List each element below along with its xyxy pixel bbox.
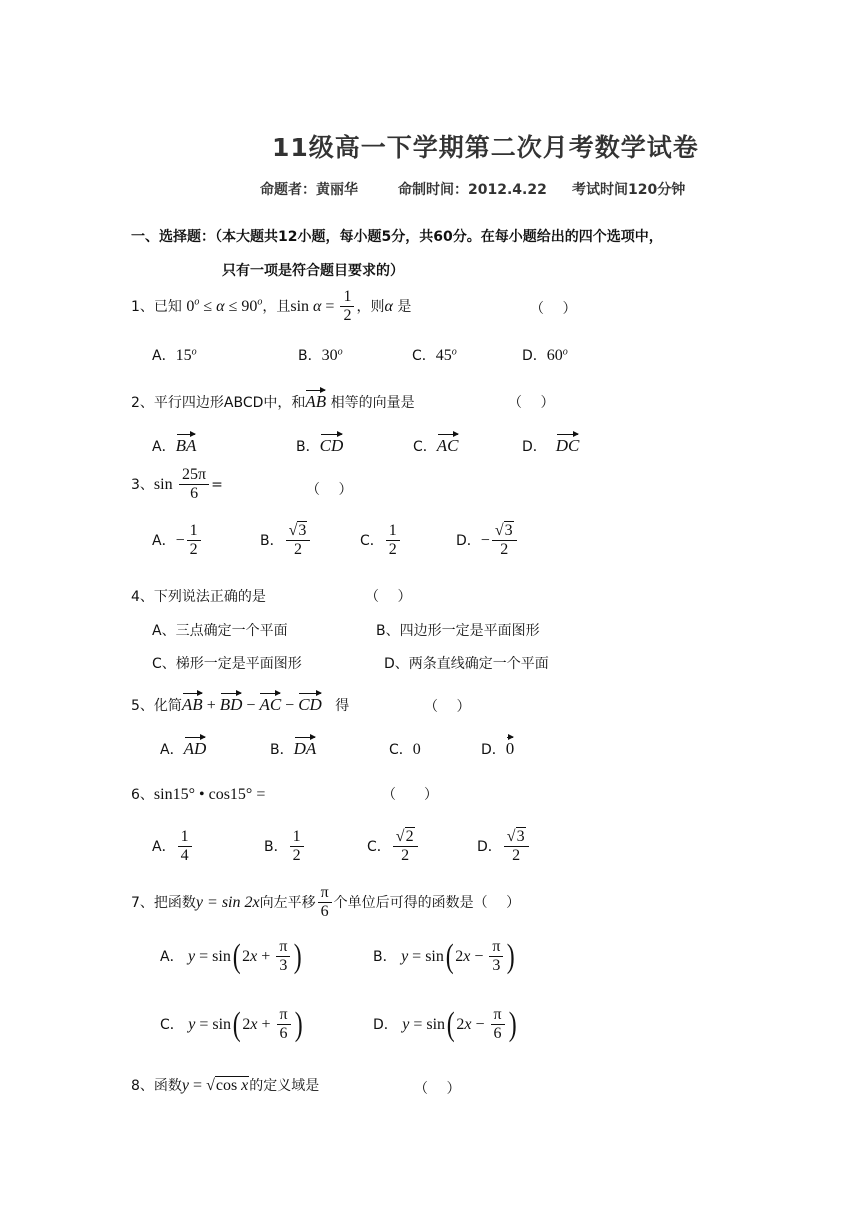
q1-c-label: C． (412, 348, 436, 364)
q8-suffix: 的定义域是 (249, 1078, 320, 1094)
q5-vec-cd: CD (298, 691, 322, 715)
q3-d-label: D． (456, 532, 481, 549)
q5-blank: （ ） (424, 699, 471, 715)
q5-vec-bd: BD (220, 691, 243, 715)
q2-a-value: BA (176, 432, 197, 456)
q5-number: 5、 (131, 698, 154, 714)
q2-option-d (522, 432, 579, 456)
question-8 (131, 1075, 319, 1095)
q6-d-label: D． (477, 838, 502, 855)
section-heading-line2: 只有一项是符合题目要求的） (222, 263, 404, 279)
q5-a-value: AD (184, 735, 207, 759)
q5-d-label: D． (481, 742, 506, 758)
q5-option-d (481, 735, 514, 759)
q2-a-label: A． (152, 439, 176, 455)
q2-prefix: 平行四边形ABCD中，和 (153, 395, 306, 411)
q7-d-label: D． (373, 1016, 398, 1033)
q7-option-d: D． y = sin( 2x − $\frac{\pi}{6}$ ) (373, 1005, 517, 1043)
q4-option-c: C、梯形一定是平面图形 (152, 656, 302, 672)
q2-b-value: CD (320, 432, 344, 456)
q4-option-a: A、三点确定一个平面 (152, 623, 288, 639)
q5-vec-ac: AC (259, 691, 281, 715)
q3-b-label: B． (260, 532, 284, 549)
q1-tail: 是 (397, 298, 412, 315)
q3-func: sin (153, 475, 173, 493)
question-5: 5、化简AB + BD − AC − CD 得 (131, 691, 349, 715)
q7-func: y = sin 2x (195, 893, 260, 911)
q1-b-value: 30 (321, 347, 338, 364)
q3-option-d: D．− $\frac{√3}{2}$ (456, 522, 519, 560)
q1-d-label: D． (522, 348, 547, 364)
duration-label: 考试时间120分钟 (572, 182, 686, 198)
q7-mid: 向左平移 (259, 894, 316, 911)
q2-suffix: 相等的向量是 (330, 395, 415, 411)
q4-text: 下列说法正确的是 (153, 589, 266, 605)
q7-a-label: A． (160, 948, 184, 965)
q8-prefix: 函数 (153, 1078, 182, 1094)
q2-number: 2、 (131, 395, 154, 411)
q2-option-a (152, 432, 196, 456)
q4-option-b: B、四边形一定是平面图形 (376, 623, 540, 639)
q1-option-a: A．15$^o$ (152, 346, 197, 364)
q5-option-a (160, 735, 206, 759)
q5-option-c (389, 739, 421, 759)
q7-option-b: B． y = sin( 2x − $\frac{\pi}{3}$ ) (373, 937, 516, 975)
q2-c-label: C． (413, 439, 437, 455)
q5-c-value: 0 (412, 741, 421, 758)
q1-option-d: D．60$^o$ (522, 346, 568, 364)
q7-option-c: C． y = sin( 2x + $\frac{\pi}{6}$ ) (160, 1005, 303, 1043)
question-4 (131, 586, 266, 606)
q1-sin: sin α = (290, 297, 339, 315)
q3-denominator: 6 (190, 485, 199, 503)
q3-blank: （ ） (306, 482, 353, 498)
question-1 (131, 288, 411, 326)
q3-option-b: B． $\frac{√3}{2}$ (260, 522, 312, 560)
q1-option-c: C．45$^o$ (412, 346, 457, 364)
time-label: 命制时间：2012.4.22 (398, 182, 547, 198)
q6-option-c: C． $\frac{√2}{2}$ (367, 828, 420, 866)
q8-blank: （ ） (414, 1081, 461, 1097)
q7-shift: $\frac{\pi}{6}$ (318, 884, 332, 922)
q4-blank: （ ） (365, 589, 412, 605)
q5-option-b (270, 735, 316, 759)
q3-equals: = (211, 476, 223, 493)
q5-d-value: 0 (506, 735, 515, 759)
q3-option-c: C． $\frac{1}{2}$ (360, 522, 402, 560)
q6-c-label: C． (367, 838, 391, 855)
q1-mid: ，且 (262, 298, 291, 315)
q1-number: 1、 (131, 298, 154, 315)
q2-blank: （ ） (508, 395, 555, 411)
q6-b-label: B． (264, 838, 288, 855)
q7-b-label: B． (373, 948, 397, 965)
q1-b-label: B． (298, 348, 322, 364)
q3-numerator: 25π (179, 466, 209, 485)
q3-number: 3、 (131, 476, 154, 493)
question-7 (131, 884, 520, 922)
question-2 (131, 388, 415, 412)
q5-b-label: B． (270, 742, 294, 758)
q6-option-d: D． $\frac{√3}{2}$ (477, 828, 531, 866)
q1-condition: $0^o \le \alpha \le 90^o$ (186, 296, 263, 315)
q1-d-value: 60 (546, 347, 563, 364)
q2-c-value: AC (437, 432, 459, 456)
q2-option-b (296, 432, 343, 456)
q6-number: 6、 (131, 787, 154, 803)
q3-a-label: A． (152, 532, 176, 549)
q1-option-b: B．30$^o$ (298, 346, 343, 364)
exam-title: 11级高一下学期第二次月考数学试卷 (272, 133, 699, 162)
q5-c-label: C． (389, 742, 413, 758)
q2-option-c (413, 432, 459, 456)
q3-option-a: A．− $\frac{1}{2}$ (152, 522, 203, 560)
q1-a-label: A． (152, 348, 176, 364)
q1-a-value: 15 (175, 347, 192, 364)
q1-alpha: α (384, 297, 393, 315)
q1-suffix: ，则 (356, 298, 385, 315)
q2-d-value: DC (556, 432, 580, 456)
q3-c-label: C． (360, 532, 384, 549)
q1-blank: （ ） (530, 301, 577, 317)
q8-number: 8、 (131, 1078, 154, 1094)
section-heading-line1: 一、选择题：（本大题共12小题，每小题5分，共60分。在每小题给出的四个选项中， (131, 229, 663, 245)
q5-vec-ab: AB (182, 691, 203, 715)
q7-suffix: 个单位后可得的函数是（ ） (333, 894, 521, 911)
q3-fraction (179, 466, 209, 504)
q4-option-d: D、两条直线确定一个平面 (384, 656, 549, 672)
q5-prefix: 化简 (153, 698, 182, 714)
q5-a-label: A． (160, 742, 184, 758)
q6-a-label: A． (152, 838, 176, 855)
q8-func: y = √cos x (181, 1077, 249, 1094)
question-6 (131, 784, 265, 804)
q2-d-label: D． (522, 439, 547, 455)
q1-prefix: 已知 (153, 298, 182, 315)
question-3 (131, 466, 223, 504)
q5-suffix: 得 (335, 698, 350, 714)
q6-option-b: B． $\frac{1}{2}$ (264, 828, 306, 866)
q6-blank: （ ） (382, 787, 438, 803)
q1-c-value: 45 (435, 347, 452, 364)
q7-prefix: 把函数 (153, 894, 196, 911)
q7-option-a: A． y = sin( 2x + $\frac{\pi}{3}$ ) (160, 937, 303, 975)
q2-b-label: B． (296, 439, 320, 455)
q1-half: $\frac{1}{2}$ (340, 288, 354, 326)
q2-vector: AB (305, 388, 326, 412)
q7-number: 7、 (131, 894, 154, 911)
q7-c-label: C． (160, 1016, 184, 1033)
author-label: 命题者：黄丽华 (260, 182, 358, 198)
q6-option-a: A． $\frac{1}{4}$ (152, 828, 194, 866)
q6-expr: sin15° • cos15° = (153, 786, 266, 803)
q4-number: 4、 (131, 589, 154, 605)
q5-b-value: DA (294, 735, 317, 759)
